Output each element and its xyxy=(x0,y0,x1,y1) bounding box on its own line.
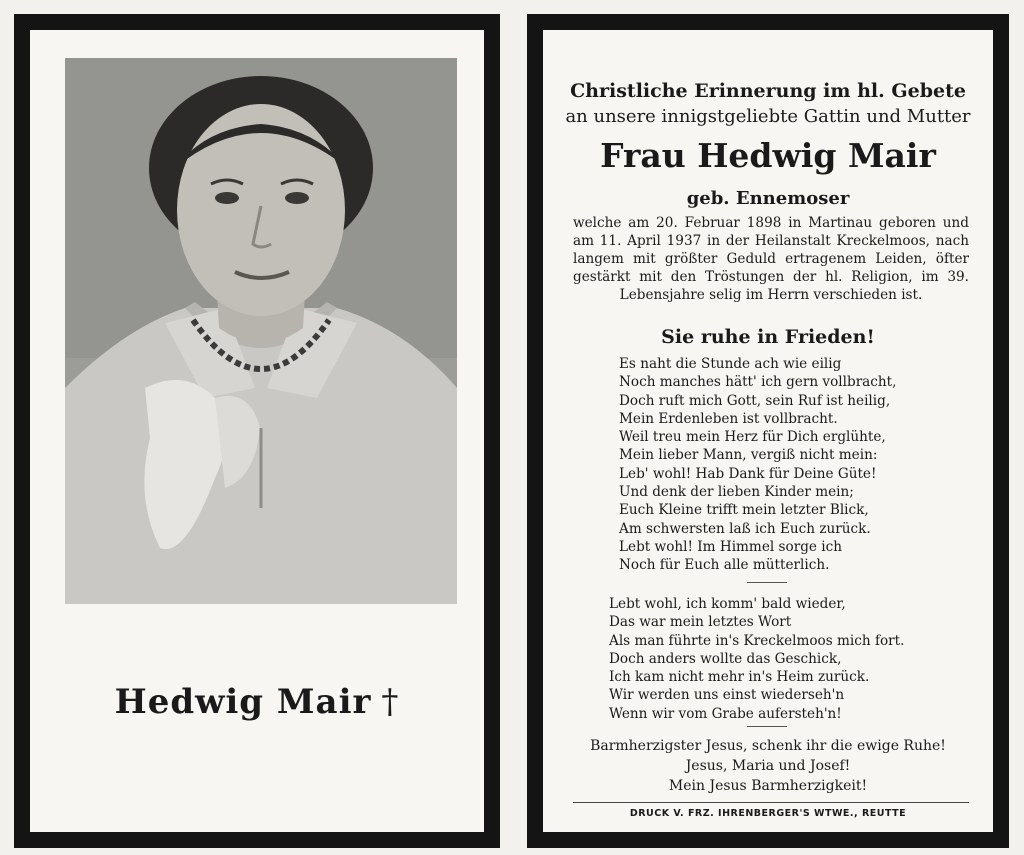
poem-line: Leb' wohl! Hab Dank für Deine Güte! xyxy=(619,465,877,482)
memorial-card-left xyxy=(14,14,500,848)
memorial-card-right xyxy=(527,14,1009,848)
poem-line: Weil treu mein Herz für Dich erglühte, xyxy=(619,429,886,446)
poem-line: Noch manches hätt' ich gern vollbracht, xyxy=(619,374,897,391)
caption-name: Hedwig Mair xyxy=(114,682,372,722)
poem-line: Am schwersten laß ich Euch zurück. xyxy=(619,520,871,537)
poem-line: Euch Kleine trifft mein letzter Blick, xyxy=(619,502,869,519)
birth-name: geb. Ennemoser xyxy=(686,188,850,209)
poem-part-2 xyxy=(609,595,904,723)
biography-text: welche am 20. Februar 1898 in Martinau geboren und am 11. April 1937 in der Heilanstalt Kreckelmoos, nach langem mit größter Geduld ertragenem Leiden, öfter gestärkt mit den Tröstungen der hl. Religion, im 39. Lebensjahre selig im Herrn verschieden ist. xyxy=(573,215,969,303)
poem-line: Das war mein letztes Wort xyxy=(609,614,792,631)
cross-icon: † xyxy=(381,682,400,722)
prayer-line: Barmherzigster Jesus, schenk ihr die ewige Ruhe! xyxy=(590,738,946,754)
poem-line: Mein Erdenleben ist vollbracht. xyxy=(619,410,838,427)
portrait-illustration xyxy=(65,58,457,604)
poem-line: Lebt wohl, ich komm' bald wieder, xyxy=(609,596,846,612)
closing-prayer xyxy=(543,736,993,796)
poem-line: Wenn wir vom Grabe aufersteh'n! xyxy=(609,705,842,722)
poem-line: Doch ruft mich Gott, sein Ruf ist heilig, xyxy=(619,392,891,409)
poem-line: Noch für Euch alle mütterlich. xyxy=(619,557,830,574)
poem-line: Als man führte in's Kreckelmoos mich fort. xyxy=(609,632,905,649)
heading-line-2: an unsere innigstgeliebte Gattin und Mutter xyxy=(565,106,971,127)
poem-line: Und denk der lieben Kinder mein; xyxy=(619,484,854,501)
heading-line-1: Christliche Erinnerung im hl. Gebete xyxy=(570,80,966,102)
section-divider xyxy=(747,726,787,727)
prayer-line: Mein Jesus Barmherzigkeit! xyxy=(668,778,868,794)
poem-line: Mein lieber Mann, vergiß nicht mein: xyxy=(619,447,878,464)
poem-line: Es naht die Stunde ach wie eilig xyxy=(619,356,842,372)
printer-credit: DRUCK V. FRZ. IHRENBERGER'S WTWE., REUTTE xyxy=(629,808,907,819)
poem-part-1 xyxy=(619,355,896,575)
portrait-photo xyxy=(65,58,457,604)
deceased-name-caption xyxy=(30,682,484,722)
poem-line: Wir werden uns einst wiederseh'n xyxy=(609,687,845,704)
poem-line: Lebt wohl! Im Himmel sorge ich xyxy=(619,538,842,555)
poem-line: Doch anders wollte das Geschick, xyxy=(609,650,842,667)
section-divider xyxy=(747,582,787,583)
printer-divider xyxy=(573,802,969,803)
full-name: Frau Hedwig Mair xyxy=(600,136,936,175)
poem-line: Ich kam nicht mehr in's Heim zurück. xyxy=(609,669,870,686)
rest-in-peace: Sie ruhe in Frieden! xyxy=(661,326,875,348)
prayer-line: Jesus, Maria und Josef! xyxy=(685,758,851,774)
